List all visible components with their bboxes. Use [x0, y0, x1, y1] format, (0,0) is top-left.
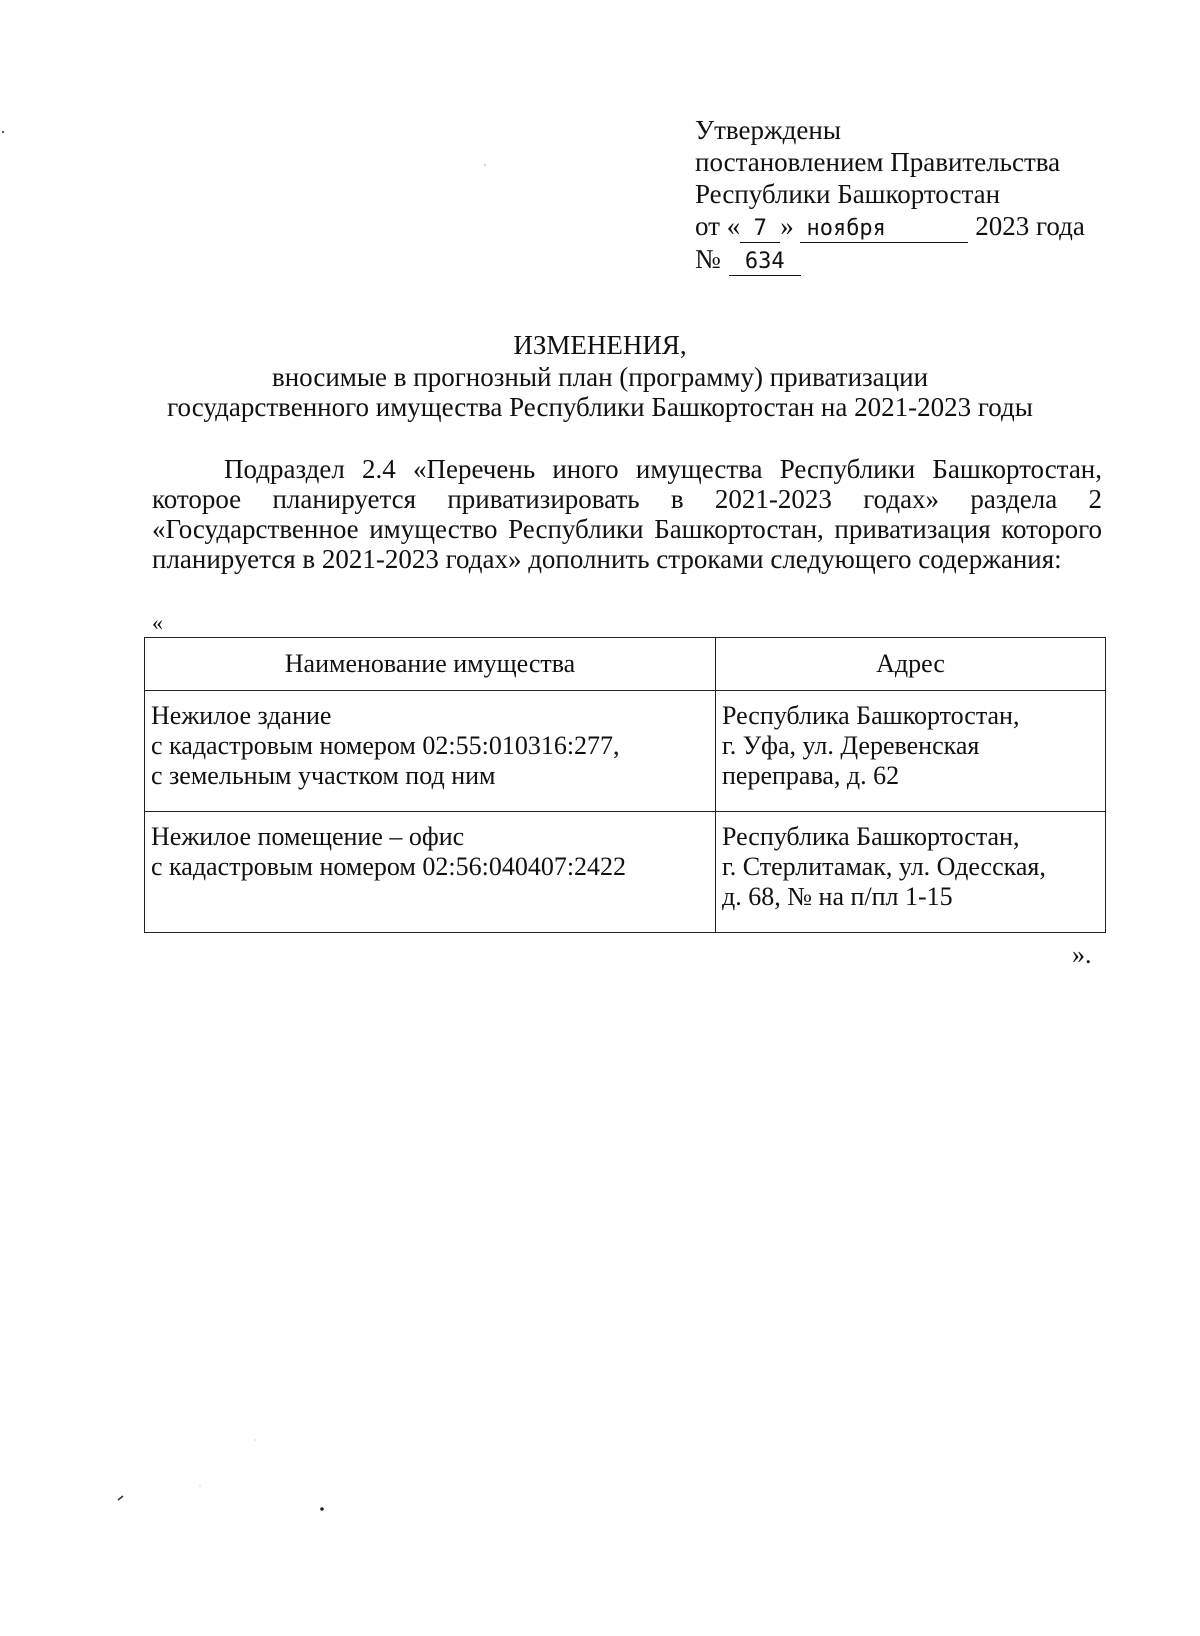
body-paragraph: Подраздел 2.4 «Перечень иного имущества Республики Башкортостан, которое планируется приватизировать в 2021-2023 годах» раздела 2 «Государственное имущество Республики Башкортостан, приватизация которого планируется в 2021-2023 годах» дополнить строками следующего содержания:: [152, 454, 1102, 574]
cell-line: Нежилое здание: [151, 701, 332, 730]
cell-line: переправа, д. 62: [722, 761, 900, 790]
cell-line: с земельным участком под ним: [151, 761, 496, 790]
property-name-cell: [145, 812, 716, 933]
heading-title: ИЗМЕНЕНИЯ,: [513, 330, 687, 360]
property-table: [144, 637, 1106, 933]
property-address-cell: [716, 691, 1106, 812]
quote-close: ».: [1072, 940, 1092, 969]
property-address-cell: [716, 812, 1106, 933]
number-prefix: №: [695, 244, 721, 274]
date-prefix: от «: [695, 211, 741, 241]
cell-line: Республика Башкортостан,: [722, 822, 1020, 851]
cell-line: Республика Башкортостан,: [722, 701, 1020, 730]
table-header-row: [145, 638, 1106, 691]
date-day: 7: [740, 216, 780, 243]
approval-line-2: постановлением Правительства: [695, 147, 1061, 177]
approval-block: [695, 114, 1115, 276]
approval-line-3: Республики Башкортостан: [695, 179, 1001, 209]
cell-line: Нежилое помещение – офис: [151, 822, 465, 851]
heading-subtitle-1: вносимые в прогнозный план (программу) приватизации: [271, 362, 929, 392]
heading-subtitle-2: государственного имущества Республики Башкортостан на 2021-2023 годы: [167, 392, 1033, 422]
document-heading: [120, 330, 1080, 422]
approval-number-line: [695, 243, 1115, 276]
approval-line-1: Утверждены: [695, 115, 841, 145]
cell-line: с кадастровым номером 02:56:040407:2422: [151, 852, 627, 881]
table-row: [145, 812, 1106, 933]
date-mid: »: [780, 211, 794, 241]
cell-line: г. Уфа, ул. Деревенская: [722, 731, 980, 760]
header-name: Наименование имущества: [145, 638, 716, 691]
cell-line: д. 68, № на п/пл 1-15: [722, 882, 953, 911]
date-year: 2023 года: [975, 211, 1085, 241]
cell-line: с кадастровым номером 02:55:010316:277,: [151, 731, 620, 760]
cell-line: г. Стерлитамак, ул. Одесская,: [722, 852, 1046, 881]
quote-open: «: [152, 610, 163, 635]
table-row: [145, 691, 1106, 812]
document-number: 634: [729, 249, 801, 276]
approval-date-line: [695, 210, 1115, 243]
date-month: ноября: [800, 216, 968, 243]
header-address: Адрес: [716, 638, 1106, 691]
property-name-cell: [145, 691, 716, 812]
